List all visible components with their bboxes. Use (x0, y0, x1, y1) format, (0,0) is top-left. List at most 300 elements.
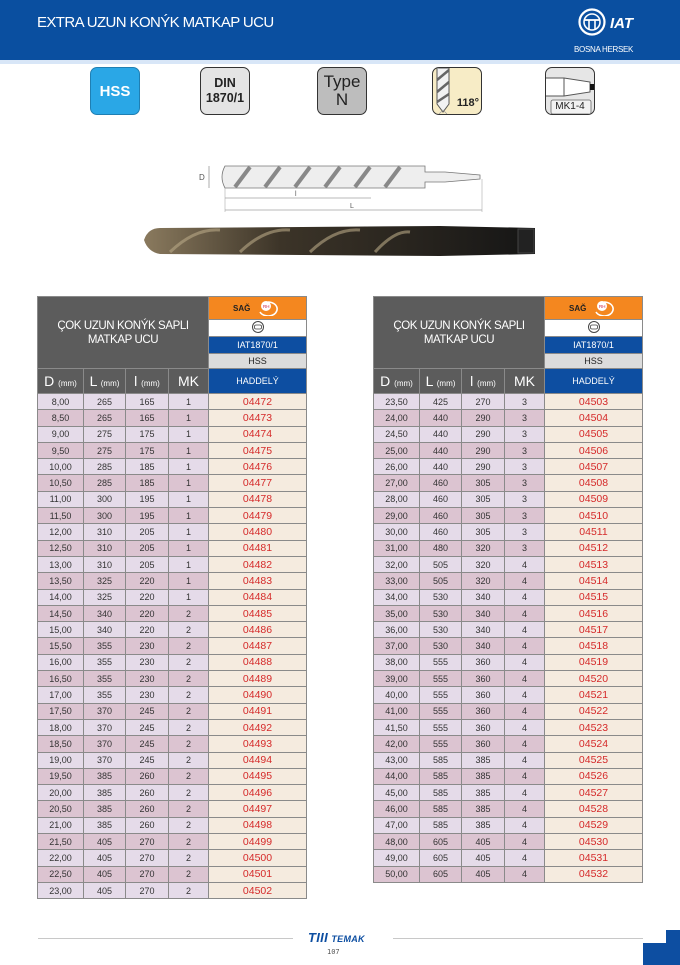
cell-diameter: 31,00 (374, 540, 420, 556)
table-row (38, 622, 307, 638)
cell-total-length: 370 (84, 752, 126, 768)
cell-morse-taper: 3 (505, 410, 545, 426)
cell-morse-taper: 1 (169, 475, 209, 491)
header-divider (0, 60, 680, 64)
cell-article-code: 04513 (545, 556, 643, 572)
cell-diameter: 23,50 (374, 394, 420, 410)
cell-total-length: 585 (420, 752, 462, 768)
cell-flute-length: 340 (462, 638, 505, 654)
type-badge (317, 67, 367, 115)
table-row (374, 801, 643, 817)
cell-total-length: 340 (84, 622, 126, 638)
logo-subtitle: BOSNA HERSEK (574, 45, 634, 54)
cell-article-code: 04481 (209, 540, 307, 556)
cell-article-code: 04521 (545, 687, 643, 703)
cell-total-length: 405 (84, 866, 126, 882)
cell-morse-taper: 2 (169, 622, 209, 638)
cell-article-code: 04514 (545, 573, 643, 589)
cell-morse-taper: 3 (505, 394, 545, 410)
cell-diameter: 15,50 (38, 638, 84, 654)
standard-symbol-cell (545, 320, 643, 337)
cell-flute-length: 230 (126, 654, 169, 670)
table-title: ÇOK UZUN KONÝK SAPLI MATKAP UCU (374, 297, 545, 369)
total-length-label: L (350, 203, 354, 210)
cell-article-code: 04505 (545, 426, 643, 442)
cell-total-length: 385 (84, 785, 126, 801)
cell-diameter: 10,00 (38, 459, 84, 475)
cell-total-length: 285 (84, 475, 126, 491)
cell-total-length: 440 (420, 410, 462, 426)
table-row (38, 817, 307, 833)
cell-flute-length: 305 (462, 508, 505, 524)
cell-diameter: 8,00 (38, 394, 84, 410)
table-row (38, 442, 307, 458)
cell-flute-length: 405 (462, 850, 505, 866)
table-row (374, 834, 643, 850)
cell-diameter: 32,00 (374, 556, 420, 572)
cell-article-code: 04527 (545, 785, 643, 801)
cell-article-code: 04499 (209, 834, 307, 850)
cell-morse-taper: 4 (505, 687, 545, 703)
cell-total-length: 555 (420, 654, 462, 670)
column-header-flute-length: l (mm) (126, 369, 169, 394)
cell-total-length: 385 (84, 768, 126, 784)
table-row (38, 866, 307, 882)
standard-badge (200, 67, 250, 115)
cell-flute-length: 360 (462, 719, 505, 735)
cell-article-code: 04490 (209, 687, 307, 703)
cell-diameter: 50,00 (374, 866, 420, 882)
cell-total-length: 585 (420, 801, 462, 817)
cell-total-length: 585 (420, 768, 462, 784)
cell-article-code: 04487 (209, 638, 307, 654)
page-title: EXTRA UZUN KONÝK MATKAP UCU (37, 14, 274, 31)
cell-diameter: 33,00 (374, 573, 420, 589)
cell-morse-taper: 2 (169, 850, 209, 866)
cell-article-code: 04498 (209, 817, 307, 833)
cell-diameter: 11,50 (38, 508, 84, 524)
cell-article-code: 04506 (545, 442, 643, 458)
cell-flute-length: 305 (462, 475, 505, 491)
cell-flute-length: 270 (126, 882, 169, 898)
cell-morse-taper: 2 (169, 719, 209, 735)
cell-morse-taper: 1 (169, 540, 209, 556)
spec-table-right (373, 296, 643, 883)
table-row (38, 785, 307, 801)
cell-flute-length: 385 (462, 817, 505, 833)
cell-article-code: 04515 (545, 589, 643, 605)
cell-diameter: 48,00 (374, 834, 420, 850)
standard-badge-line1: DIN (214, 76, 236, 90)
table-row (374, 459, 643, 475)
iat-symbol-icon (251, 321, 265, 333)
footer-divider-left (38, 938, 293, 939)
cell-morse-taper: 4 (505, 850, 545, 866)
cell-flute-length: 360 (462, 736, 505, 752)
cell-article-code: 04477 (209, 475, 307, 491)
cell-flute-length: 360 (462, 671, 505, 687)
table-row (374, 605, 643, 621)
cell-diameter: 20,50 (38, 801, 84, 817)
cell-article-code: 04528 (545, 801, 643, 817)
cell-diameter: 34,00 (374, 589, 420, 605)
cell-total-length: 275 (84, 426, 126, 442)
cell-diameter: 16,50 (38, 671, 84, 687)
cell-morse-taper: 1 (169, 524, 209, 540)
cell-morse-taper: 4 (505, 654, 545, 670)
cell-diameter: 20,00 (38, 785, 84, 801)
table-row (374, 785, 643, 801)
cell-diameter: 23,00 (38, 882, 84, 898)
cell-flute-length: 270 (126, 850, 169, 866)
cell-diameter: 24,50 (374, 426, 420, 442)
table-row (38, 556, 307, 572)
cell-diameter: 47,00 (374, 817, 420, 833)
cell-flute-length: 290 (462, 410, 505, 426)
cell-article-code: 04476 (209, 459, 307, 475)
cell-morse-taper: 1 (169, 491, 209, 507)
cell-diameter: 21,50 (38, 834, 84, 850)
cell-morse-taper: 4 (505, 671, 545, 687)
cell-total-length: 385 (84, 817, 126, 833)
column-header-code: HADDELÝ (545, 369, 643, 394)
cell-morse-taper: 2 (169, 638, 209, 654)
cell-article-code: 04492 (209, 719, 307, 735)
cell-morse-taper: 2 (169, 866, 209, 882)
table-row (374, 719, 643, 735)
cell-article-code: 04494 (209, 752, 307, 768)
cell-flute-length: 360 (462, 703, 505, 719)
cell-diameter: 40,00 (374, 687, 420, 703)
table-row (38, 508, 307, 524)
cell-diameter: 19,50 (38, 768, 84, 784)
cell-morse-taper: 2 (169, 671, 209, 687)
column-header-l: L (mm) (420, 369, 462, 394)
cell-diameter: 22,50 (38, 866, 84, 882)
cell-morse-taper: 1 (169, 508, 209, 524)
cell-total-length: 555 (420, 687, 462, 703)
cell-morse-taper: 4 (505, 703, 545, 719)
cell-total-length: 310 (84, 524, 126, 540)
cell-article-code: 04493 (209, 736, 307, 752)
table-row (374, 508, 643, 524)
cell-morse-taper: 4 (505, 719, 545, 735)
cell-total-length: 385 (84, 801, 126, 817)
cell-diameter: 14,00 (38, 589, 84, 605)
cell-article-code: 04480 (209, 524, 307, 540)
cell-total-length: 355 (84, 671, 126, 687)
cell-morse-taper: 2 (169, 817, 209, 833)
shank-badge (545, 67, 595, 115)
page-number: 107 (327, 948, 340, 956)
cell-morse-taper: 1 (169, 410, 209, 426)
cell-morse-taper: 3 (505, 540, 545, 556)
cell-flute-length: 175 (126, 426, 169, 442)
cell-total-length: 300 (84, 491, 126, 507)
cell-diameter: 12,50 (38, 540, 84, 556)
cell-diameter: 37,00 (374, 638, 420, 654)
cell-diameter: 22,00 (38, 850, 84, 866)
point-angle-label: 118° (456, 97, 479, 109)
cell-diameter: 39,00 (374, 671, 420, 687)
cell-diameter: 44,00 (374, 768, 420, 784)
cell-flute-length: 245 (126, 736, 169, 752)
cell-flute-length: 220 (126, 605, 169, 621)
cell-diameter: 8,50 (38, 410, 84, 426)
cell-total-length: 440 (420, 459, 462, 475)
cell-article-code: 04483 (209, 573, 307, 589)
table-row (38, 589, 307, 605)
cell-flute-length: 270 (126, 866, 169, 882)
cell-total-length: 310 (84, 556, 126, 572)
table-row (38, 475, 307, 491)
cell-article-code: 04479 (209, 508, 307, 524)
cell-flute-length: 320 (462, 540, 505, 556)
cell-morse-taper: 4 (505, 752, 545, 768)
cell-flute-length: 230 (126, 687, 169, 703)
cell-diameter: 16,00 (38, 654, 84, 670)
cell-diameter: 13,50 (38, 573, 84, 589)
cell-flute-length: 175 (126, 442, 169, 458)
cell-article-code: 04520 (545, 671, 643, 687)
cell-article-code: 04478 (209, 491, 307, 507)
cell-total-length: 370 (84, 736, 126, 752)
cell-article-code: 04530 (545, 834, 643, 850)
cell-total-length: 555 (420, 671, 462, 687)
cell-total-length: 460 (420, 475, 462, 491)
cell-diameter: 14,50 (38, 605, 84, 621)
cell-flute-length: 305 (462, 524, 505, 540)
cell-total-length: 530 (420, 605, 462, 621)
cell-total-length: 405 (84, 850, 126, 866)
material-badge-label: HSS (99, 82, 131, 100)
cell-morse-taper: 1 (169, 459, 209, 475)
cell-total-length: 440 (420, 426, 462, 442)
footer-corner-block (643, 943, 680, 965)
cell-total-length: 605 (420, 850, 462, 866)
cell-total-length: 480 (420, 540, 462, 556)
logo-text: IAT (610, 15, 634, 32)
cell-morse-taper: 3 (505, 491, 545, 507)
cell-diameter: 9,00 (38, 426, 84, 442)
cell-diameter: 43,00 (374, 752, 420, 768)
cell-morse-taper: 2 (169, 703, 209, 719)
cell-total-length: 530 (420, 622, 462, 638)
cell-morse-taper: 2 (169, 801, 209, 817)
cell-morse-taper: 2 (169, 882, 209, 898)
table-row (374, 850, 643, 866)
cell-diameter: 21,00 (38, 817, 84, 833)
cell-flute-length: 185 (126, 459, 169, 475)
cell-morse-taper: 1 (169, 442, 209, 458)
cell-flute-length: 360 (462, 654, 505, 670)
cell-total-length: 505 (420, 573, 462, 589)
cell-diameter: 18,50 (38, 736, 84, 752)
type-badge-line2: N (335, 90, 349, 109)
material-cell: HSS (545, 354, 643, 369)
cell-flute-length: 405 (462, 834, 505, 850)
table-row (38, 394, 307, 410)
cell-article-code: 04526 (545, 768, 643, 784)
point-angle-badge (432, 67, 482, 115)
table-row (374, 394, 643, 410)
cell-total-length: 300 (84, 508, 126, 524)
cell-total-length: 265 (84, 410, 126, 426)
rotation-badge: RH (262, 304, 269, 309)
cell-diameter: 17,00 (38, 687, 84, 703)
table-row (38, 410, 307, 426)
cell-morse-taper: 3 (505, 524, 545, 540)
cell-article-code: 04518 (545, 638, 643, 654)
cell-diameter: 10,50 (38, 475, 84, 491)
cell-total-length: 605 (420, 834, 462, 850)
cell-flute-length: 205 (126, 524, 169, 540)
cell-flute-length: 220 (126, 622, 169, 638)
cell-flute-length: 260 (126, 785, 169, 801)
cell-flute-length: 245 (126, 719, 169, 735)
cell-flute-length: 245 (126, 703, 169, 719)
cell-article-code: 04473 (209, 410, 307, 426)
cell-article-code: 04508 (545, 475, 643, 491)
table-row (374, 866, 643, 882)
cell-total-length: 405 (84, 834, 126, 850)
cell-total-length: 460 (420, 524, 462, 540)
footer-brand-logo (308, 930, 365, 945)
material-cell: HSS (209, 354, 307, 369)
rotation-cell (209, 297, 307, 320)
cell-flute-length: 230 (126, 638, 169, 654)
cell-flute-length: 290 (462, 459, 505, 475)
table-row (374, 768, 643, 784)
cell-flute-length: 340 (462, 622, 505, 638)
cell-total-length: 530 (420, 589, 462, 605)
table-row (38, 834, 307, 850)
cell-morse-taper: 4 (505, 834, 545, 850)
cell-diameter: 9,50 (38, 442, 84, 458)
cell-flute-length: 260 (126, 801, 169, 817)
cell-flute-length: 385 (462, 752, 505, 768)
cell-article-code: 04532 (545, 866, 643, 882)
cell-diameter: 17,50 (38, 703, 84, 719)
table-row (374, 589, 643, 605)
table-row (38, 687, 307, 703)
cell-article-code: 04502 (209, 882, 307, 898)
cell-morse-taper: 4 (505, 589, 545, 605)
cell-flute-length: 290 (462, 426, 505, 442)
cell-flute-length: 245 (126, 752, 169, 768)
shank-label: MK1-4 (555, 101, 585, 112)
rotation-label: SAĞ (568, 304, 586, 313)
cell-diameter: 15,00 (38, 622, 84, 638)
cell-article-code: 04522 (545, 703, 643, 719)
cell-total-length: 265 (84, 394, 126, 410)
table-row (374, 654, 643, 670)
table-row (38, 459, 307, 475)
cell-total-length: 585 (420, 785, 462, 801)
cell-article-code: 04509 (545, 491, 643, 507)
cell-article-code: 04507 (545, 459, 643, 475)
table-row (38, 752, 307, 768)
cell-morse-taper: 4 (505, 866, 545, 882)
cell-diameter: 28,00 (374, 491, 420, 507)
cell-article-code: 04486 (209, 622, 307, 638)
cell-total-length: 530 (420, 638, 462, 654)
cell-diameter: 35,00 (374, 605, 420, 621)
table-row (38, 524, 307, 540)
cell-morse-taper: 2 (169, 834, 209, 850)
cell-article-code: 04500 (209, 850, 307, 866)
cell-flute-length: 290 (462, 442, 505, 458)
cell-total-length: 440 (420, 442, 462, 458)
column-header-mk: MK (169, 369, 209, 394)
cell-flute-length: 320 (462, 556, 505, 572)
cell-morse-taper: 1 (169, 394, 209, 410)
cell-morse-taper: 2 (169, 605, 209, 621)
cell-morse-taper: 1 (169, 573, 209, 589)
cell-flute-length: 340 (462, 605, 505, 621)
cell-flute-length: 270 (462, 394, 505, 410)
cell-article-code: 04497 (209, 801, 307, 817)
rotation-label: SAĞ (232, 304, 250, 313)
cell-morse-taper: 4 (505, 605, 545, 621)
table-row (374, 622, 643, 638)
cell-morse-taper: 2 (169, 752, 209, 768)
rotation-cell (545, 297, 643, 320)
cell-morse-taper: 4 (505, 573, 545, 589)
standard-cell: IAT1870/1 (209, 337, 307, 354)
table-row (38, 605, 307, 621)
rotation-badge: RH (598, 304, 605, 309)
table-row (374, 736, 643, 752)
cell-flute-length: 185 (126, 475, 169, 491)
right-hand-rotation-icon (564, 298, 624, 316)
table-row (374, 524, 643, 540)
cell-flute-length: 270 (126, 834, 169, 850)
iat-logo-icon (578, 7, 642, 37)
footer-brand-text: TEMAK (331, 934, 365, 944)
cell-total-length: 355 (84, 654, 126, 670)
cell-morse-taper: 4 (505, 768, 545, 784)
cell-article-code: 04491 (209, 703, 307, 719)
cell-flute-length: 165 (126, 394, 169, 410)
standard-cell: IAT1870/1 (545, 337, 643, 354)
cell-total-length: 310 (84, 540, 126, 556)
column-header-flute-length: l (mm) (462, 369, 505, 394)
cell-diameter: 49,00 (374, 850, 420, 866)
cell-morse-taper: 3 (505, 508, 545, 524)
cell-flute-length: 385 (462, 801, 505, 817)
cell-diameter: 45,00 (374, 785, 420, 801)
column-header-code: HADDELÝ (209, 369, 307, 394)
cell-flute-length: 220 (126, 573, 169, 589)
cell-morse-taper: 3 (505, 475, 545, 491)
table-row (38, 573, 307, 589)
cell-total-length: 460 (420, 508, 462, 524)
cell-diameter: 41,50 (374, 719, 420, 735)
standard-badge-line2: 1870/1 (205, 91, 245, 105)
cell-total-length: 460 (420, 491, 462, 507)
cell-flute-length: 340 (462, 589, 505, 605)
cell-morse-taper: 3 (505, 426, 545, 442)
cell-flute-length: 385 (462, 785, 505, 801)
cell-morse-taper: 1 (169, 589, 209, 605)
cell-morse-taper: 4 (505, 556, 545, 572)
cell-flute-length: 360 (462, 687, 505, 703)
cell-article-code: 04529 (545, 817, 643, 833)
cell-total-length: 370 (84, 703, 126, 719)
cell-article-code: 04519 (545, 654, 643, 670)
standard-symbol-cell (209, 320, 307, 337)
